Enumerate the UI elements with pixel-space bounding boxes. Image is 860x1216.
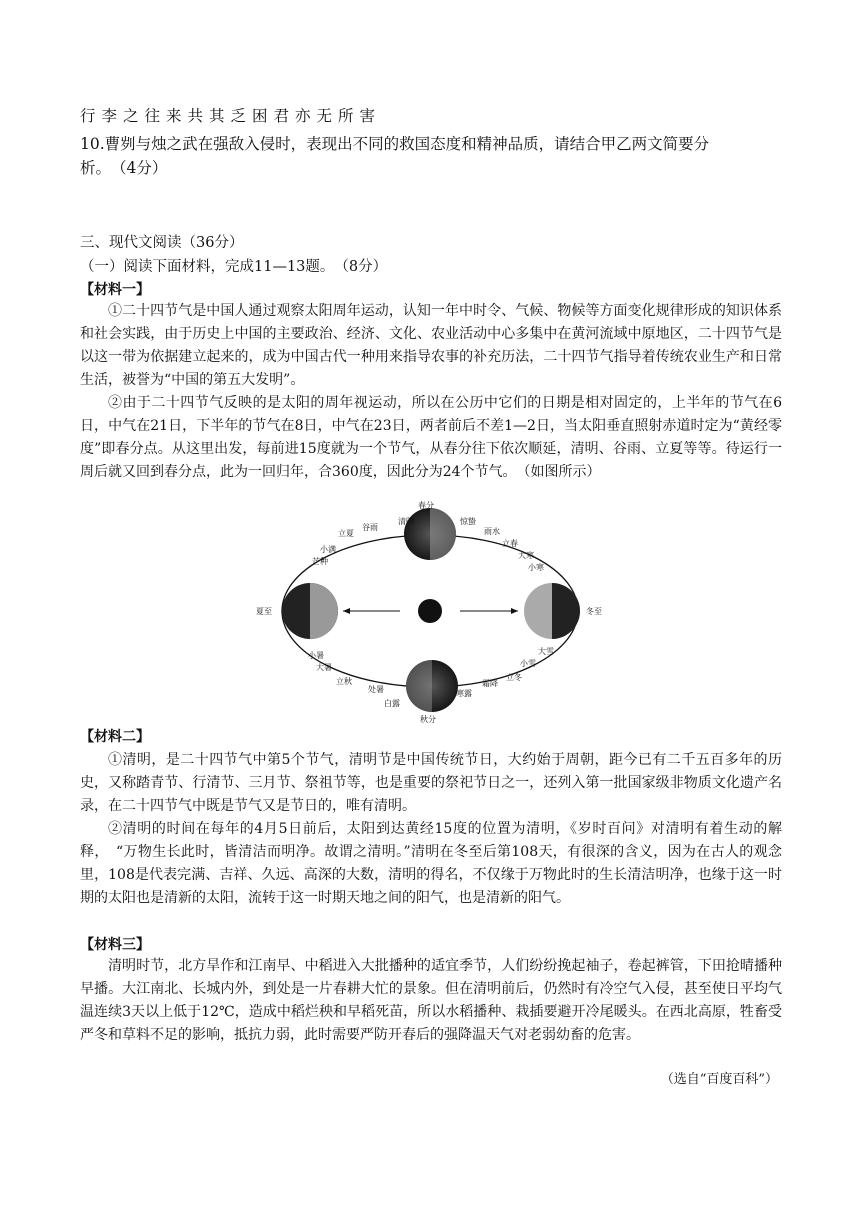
term-xiaoshu: 小暑 — [308, 651, 324, 660]
term-guyu: 谷雨 — [362, 523, 378, 532]
material-1-paragraph-1: ①二十四节气是中国人通过观察太阳周年运动，认知一年中时令、气候、物候等方面变化规律形成的知识体系和社会实践，由于历史上中国的主要政治、经济、文化、农业活动中心多集中在黄河流域中原地区，二十四节气是以这一带为依据建立起来的，成为中国古代一种用来指导农事的补充历法，二十四节气指导着传统农业生产和日常生活，被誉为“中国的第五大发明”。 — [80, 303, 782, 388]
earth-dongzhi-icon — [524, 583, 580, 639]
term-dashu: 大暑 — [316, 663, 332, 672]
arrow-right-icon — [511, 608, 518, 614]
sun-icon — [418, 599, 442, 623]
term-jingzhe: 惊蛰 — [460, 517, 476, 526]
term-xiazhi: 夏至 — [256, 607, 272, 616]
arrow-left-icon — [343, 608, 350, 614]
material-3-paragraph: 清明时节，北方旱作和江南早、中稻进入大批播种的适宜季节，人们纷纷挽起袖子，卷起裤管，下田抢晴播种早播。大江南北、长城内外，到处是一片春耕大忙的景象。但在清明前后，仍然时有冷空气入侵，甚至使日平均气温连续3天以上低于12℃，造成中稻烂秧和早稻死苗，所以水稻播种、栽插要避开冷尾暖头。在西北高原，牲畜受严冬和草料不足的影响，抵抗力弱，此时需要严防开春后的强降温天气对老弱幼畜的危害。 — [80, 958, 782, 1043]
material-1-label: 【材料一】 — [80, 282, 150, 298]
term-yushui: 雨水 — [484, 527, 500, 536]
term-chunfen: 春分 — [418, 501, 434, 510]
earth-chunfen-icon — [404, 508, 456, 560]
material-2-paragraph-1: ①清明，是二十四节气中第5个节气，清明节是中国传统节日，大约始于周朝，距今已有二千五百多年的历史，又称踏青节、行清节、三月节、祭祖节等，也是重要的祭祀节日之一，还列入第一批国家级非物质文化遗产名录，在二十四节气中既是节气又是节日的，唯有清明。 — [80, 752, 782, 814]
term-shuangjiang: 霜降 — [482, 679, 498, 688]
term-qiufen: 秋分 — [420, 715, 436, 724]
term-dahan: 大寒 — [518, 551, 534, 560]
term-lixia: 立夏 — [338, 529, 354, 538]
material-2-paragraph-2: ②清明的时间在每年的4月5日前后，太阳到达黄经15度的位置为清明，《岁时百问》对清明有着生动的解释， “万物生长此时，皆清洁而明净。故谓之清明。”清明在冬至后第108天，有很深的含义，因为在古人的观念里，108是代表完满、吉祥、久远、高深的大数，清明的得名，不仅缘于万物此时的生长清洁明净，也缘于这一时期的太阳也是清新的太阳，流转于这一时期天地之间的阳气，也是清新的阳气。 — [80, 821, 782, 906]
q9-text-fragment: 行李之往来共其乏困君亦无所害 — [80, 107, 382, 125]
term-qingming: 清明 — [398, 517, 414, 526]
term-liqiu: 立秋 — [336, 677, 352, 686]
material-3-label: 【材料三】 — [80, 937, 150, 953]
earth-qiufen-icon — [406, 660, 458, 712]
question-10-line2: 析。 （4分） — [80, 159, 168, 177]
term-xiaohan: 小寒 — [528, 563, 544, 572]
material-1-paragraph-2: ②由于二十四节气反映的是太阳的周年视运动，所以在公历中它们的日期是相对固定的，上半年的节气在6日，中气在21日，下半年的节气在8日，中气在23日，两者前后不差1—2日，当太阳垂直照射赤道时定为“黄经零度”即春分点。从这里出发，每前进15度就为一个节气，从春分往下依次顺延，清明、谷雨、立夏等等。待运行一周后就又回到春分点，此为一回归年，合360度，因此分为24个节气。 （如图所示） — [80, 395, 782, 480]
term-xiaoman: 小满 — [320, 545, 336, 554]
term-dongzhi: 冬至 — [586, 607, 602, 616]
solar-terms-diagram-svg — [250, 500, 610, 726]
section-3-title: 三、现代文阅读（36分） — [80, 235, 244, 251]
term-chushu: 处暑 — [368, 685, 384, 694]
earth-xiazhi-icon — [282, 583, 338, 639]
term-hanlu: 寒露 — [456, 689, 472, 698]
question-10-line1: 10.曹刿与烛之武在强敌入侵时，表现出不同的救国态度和精神品质，请结合甲乙两文简要分 — [80, 135, 710, 153]
term-lichun: 立春 — [502, 539, 518, 548]
section-3-subtitle: （一）阅读下面材料，完成11—13题。 （8分） — [80, 259, 388, 275]
term-bailu: 白露 — [384, 699, 400, 708]
solar-terms-diagram — [250, 500, 610, 726]
term-daxue: 大雪 — [538, 647, 554, 656]
term-mangzhong: 芒种 — [312, 557, 328, 566]
term-lidong: 立冬 — [506, 673, 522, 682]
term-xiaoxue: 小雪 — [520, 659, 536, 668]
material-2-label: 【材料二】 — [80, 729, 150, 745]
source-citation: （选自“百度百科”） — [660, 1072, 778, 1087]
